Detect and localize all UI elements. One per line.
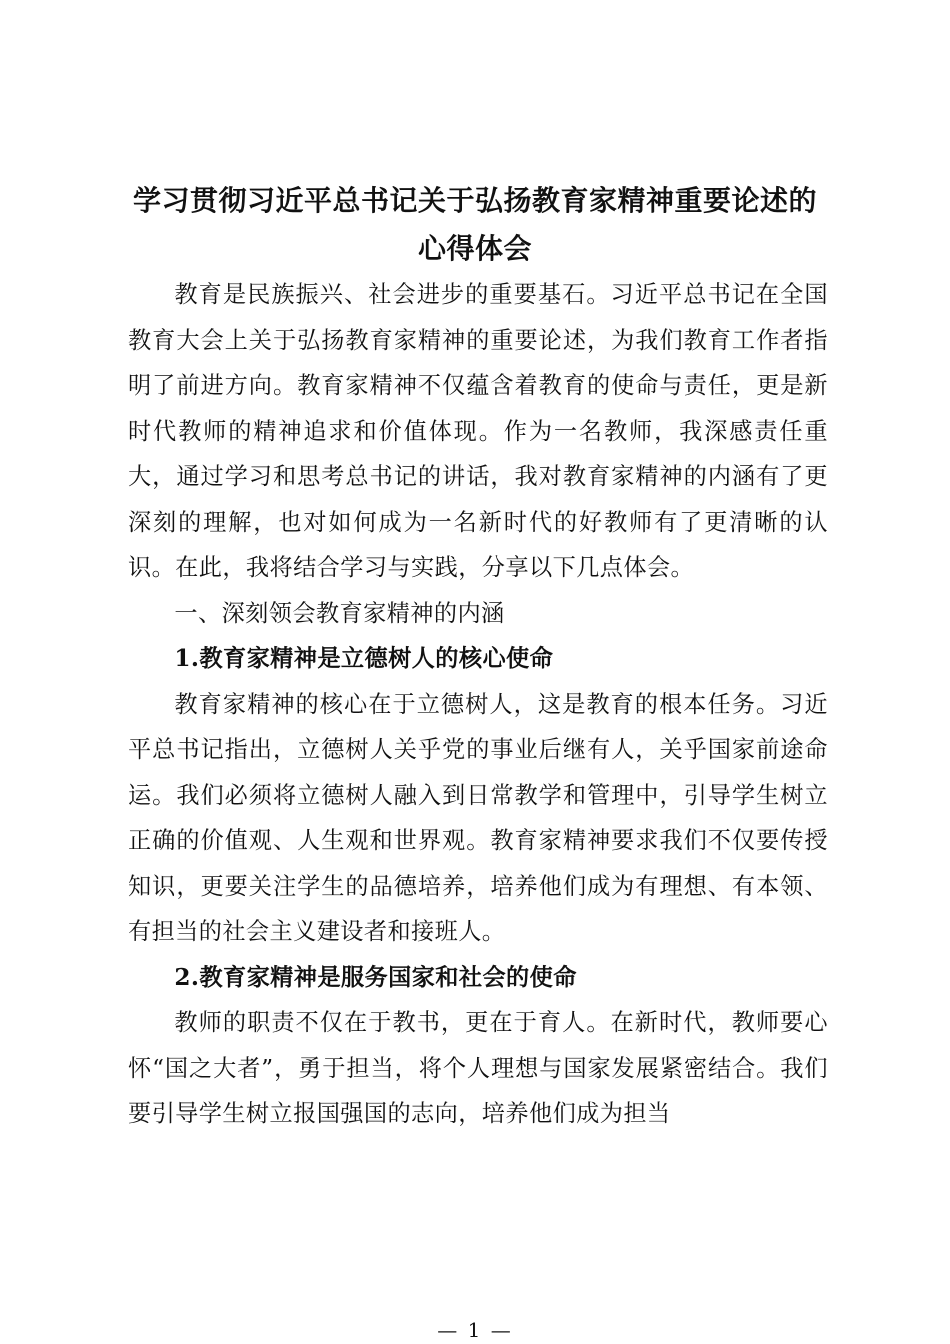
document-title-line-2: 心得体会 (417, 232, 532, 265)
section-heading-1: 一、深刻领会教育家精神的内涵 (174, 599, 505, 627)
subsection-heading-1: 1.教育家精神是立德树人的核心使命 (174, 645, 554, 672)
document-body (128, 272, 828, 1137)
document-title-line-1: 学习贯彻习近平总书记关于弘扬教育家精神重要论述的 (132, 184, 817, 217)
body-paragraph-2: 教师的职责不仅在于教书，更在于育人。在新时代，教师要心怀“国之大者”，勇于担当，将个人理想与国家发展紧密结合。我们要引导学生树立报国强国的志向，培养他们成为担当 (128, 1009, 828, 1127)
intro-paragraph: 教育是民族振兴、社会进步的重要基石。习近平总书记在全国教育大会上关于弘扬教育家精神的重要论述，为我们教育工作者指明了前进方向。教育家精神不仅蕴含着教育的使命与责任，更是新时代教师的精神追求和价值体现。作为一名教师，我深感责任重大，通过学习和思考总书记的讲话，我对教育家精神的内涵有了更深刻的理解，也对如何成为一名新时代的好教师有了更清晰的认识。在此，我将结合学习与实践，分享以下几点体会。 (128, 281, 828, 581)
body-paragraph-1: 教育家精神的核心在于立德树人，这是教育的根本任务。习近平总书记指出，立德树人关乎党的事业后继有人，关乎国家前途命运。我们必须将立德树人融入到日常教学和管理中，引导学生树立正确的价值观、人生观和世界观。教育家精神要求我们不仅要传授知识，更要关注学生的品德培养，培养他们成为有理想、有本领、有担当的社会主义建设者和接班人。 (128, 690, 828, 945)
subsection-heading-2: 2.教育家精神是服务国家和社会的使命 (174, 963, 577, 991)
page-number: — 1 — (437, 1318, 513, 1342)
